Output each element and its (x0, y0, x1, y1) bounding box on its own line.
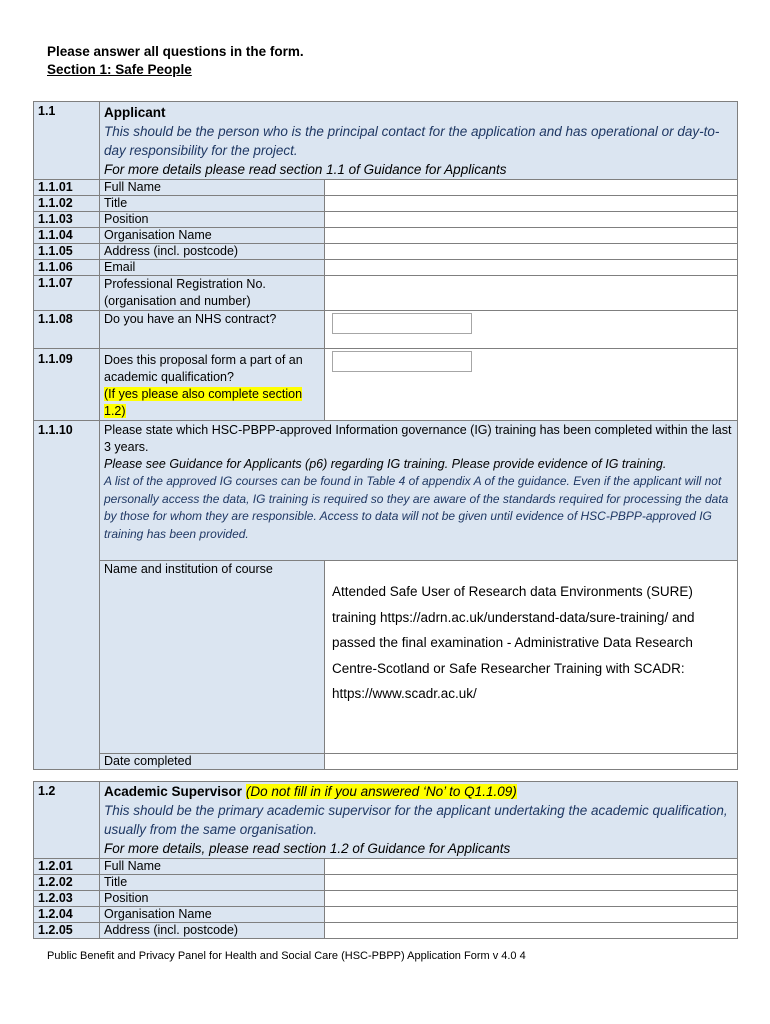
question-number: 1.2.02 (34, 875, 100, 891)
field-label: Date completed (100, 754, 325, 770)
table-row (34, 859, 738, 875)
academic-qualification-input[interactable] (332, 351, 472, 372)
table-row (34, 923, 738, 939)
field-label: Title (100, 875, 325, 891)
section-description: This should be the person who is the principal contact for the application and has operational or day-to-day responsibility for the project. (104, 124, 720, 158)
course-value: Attended Safe User of Research data Environments (SURE) training https://adrn.ac.uk/understand-data/sure-training/ and passed the final examination - Administrative Data Research Centre-Scotland or Safe Researcher Training with SCADR: https://www.scadr.ac.uk/ (332, 584, 695, 701)
email-field[interactable] (325, 260, 738, 276)
field-label: Position (100, 212, 325, 228)
date-completed-field[interactable] (325, 754, 738, 770)
position-field[interactable] (325, 212, 738, 228)
supervisor-organisation-field[interactable] (325, 907, 738, 923)
table-row (34, 311, 738, 349)
table-row (34, 244, 738, 260)
table-row (34, 907, 738, 923)
table-row (34, 421, 738, 561)
field-label: Do you have an NHS contract? (100, 311, 325, 349)
title-field[interactable] (325, 196, 738, 212)
field-label: Address (incl. postcode) (100, 923, 325, 939)
field-label: Does this proposal form a part of an academic qualification? (104, 353, 303, 384)
supervisor-title-field[interactable] (325, 875, 738, 891)
section-guidance-link: For more details, please read section 1.2 of Guidance for Applicants (104, 841, 511, 856)
full-name-field[interactable] (325, 180, 738, 196)
field-label: Organisation Name (100, 228, 325, 244)
ig-training-guidance: Please see Guidance for Applicants (p6) regarding IG training. Please provide evidence of IG training. (104, 457, 667, 471)
question-number: 1.1.04 (34, 228, 100, 244)
question-number: 1.1.07 (34, 276, 100, 311)
table-row (34, 180, 738, 196)
organisation-name-field[interactable] (325, 228, 738, 244)
question-number: 1.1.05 (34, 244, 100, 260)
registration-number-field[interactable] (325, 276, 738, 311)
question-number: 1.1.09 (34, 349, 100, 421)
field-label: Position (100, 891, 325, 907)
table-row (34, 196, 738, 212)
ig-training-note: A list of the approved IG courses can be found in Table 4 of appendix A of the guidance. Even if the applicant will not personally access the data, IG training is required so they are aware of the standards required for processing the data by those for whom they are responsible. Access to data will not be given until evidence of HSC-PBPP-approved IG training has been provided. (104, 474, 729, 541)
question-number: 1.2.03 (34, 891, 100, 907)
table-row (34, 260, 738, 276)
field-label: Professional Registration No. (organisation and number) (100, 276, 325, 311)
ig-training-question (100, 421, 738, 561)
field-label: Email (100, 260, 325, 276)
section-title: Section 1: Safe People (47, 62, 192, 77)
table-row (34, 349, 738, 421)
section-1-1-table (33, 101, 738, 770)
field-label: Organisation Name (100, 907, 325, 923)
supervisor-address-field[interactable] (325, 923, 738, 939)
field-label: Full Name (100, 180, 325, 196)
question-number: 1.1.03 (34, 212, 100, 228)
section-heading: Applicant (104, 105, 166, 120)
section-header-cell (100, 782, 738, 859)
question-number: 1.1.10 (34, 421, 100, 770)
section-1-1-header (34, 102, 738, 180)
nhs-contract-input[interactable] (332, 313, 472, 334)
question-number: 1.2.04 (34, 907, 100, 923)
table-row (34, 228, 738, 244)
question-number: 1.2.01 (34, 859, 100, 875)
table-row (34, 276, 738, 311)
section-condition: (Do not fill in if you answered ‘No’ to Q1.1.09) (245, 784, 517, 799)
question-number: 1.1.01 (34, 180, 100, 196)
supervisor-full-name-field[interactable] (325, 859, 738, 875)
question-number: 1.2.05 (34, 923, 100, 939)
section-1-2-table (33, 781, 738, 939)
table-row (34, 212, 738, 228)
table-row (34, 891, 738, 907)
table-row (34, 754, 738, 770)
field-label: Full Name (100, 859, 325, 875)
field-label: Title (100, 196, 325, 212)
ig-training-text: Please state which HSC-PBPP-approved Information governance (IG) training has been completed within the last 3 years. (104, 423, 732, 454)
field-label: Address (incl. postcode) (100, 244, 325, 260)
question-number: 1.1.08 (34, 311, 100, 349)
supervisor-position-field[interactable] (325, 891, 738, 907)
page-footer: Public Benefit and Privacy Panel for Health and Social Care (HSC-PBPP) Application Form v 4.0 4 (47, 950, 526, 962)
course-field[interactable] (325, 561, 738, 754)
nhs-contract-cell (325, 311, 738, 349)
academic-qualification-cell (325, 349, 738, 421)
section-guidance-link: For more details please read section 1.1 of Guidance for Applicants (104, 162, 507, 177)
instruction-text: Please answer all questions in the form. (47, 44, 304, 59)
table-row (34, 875, 738, 891)
address-field[interactable] (325, 244, 738, 260)
form-intro (47, 43, 304, 79)
field-label: Name and institution of course (100, 561, 325, 754)
section-header-cell (100, 102, 738, 180)
section-description: This should be the primary academic supervisor for the applicant undertaking the academic qualification, usually from the same organisation. (104, 803, 728, 837)
section-number: 1.2 (34, 782, 100, 859)
section-heading: Academic Supervisor (104, 784, 243, 799)
table-row (34, 561, 738, 754)
question-number: 1.1.06 (34, 260, 100, 276)
academic-qualification-label-cell (100, 349, 325, 421)
question-number: 1.1.02 (34, 196, 100, 212)
section-number: 1.1 (34, 102, 100, 180)
section-1-2-header (34, 782, 738, 859)
highlighted-note: (If yes please also complete section 1.2) (104, 387, 303, 418)
